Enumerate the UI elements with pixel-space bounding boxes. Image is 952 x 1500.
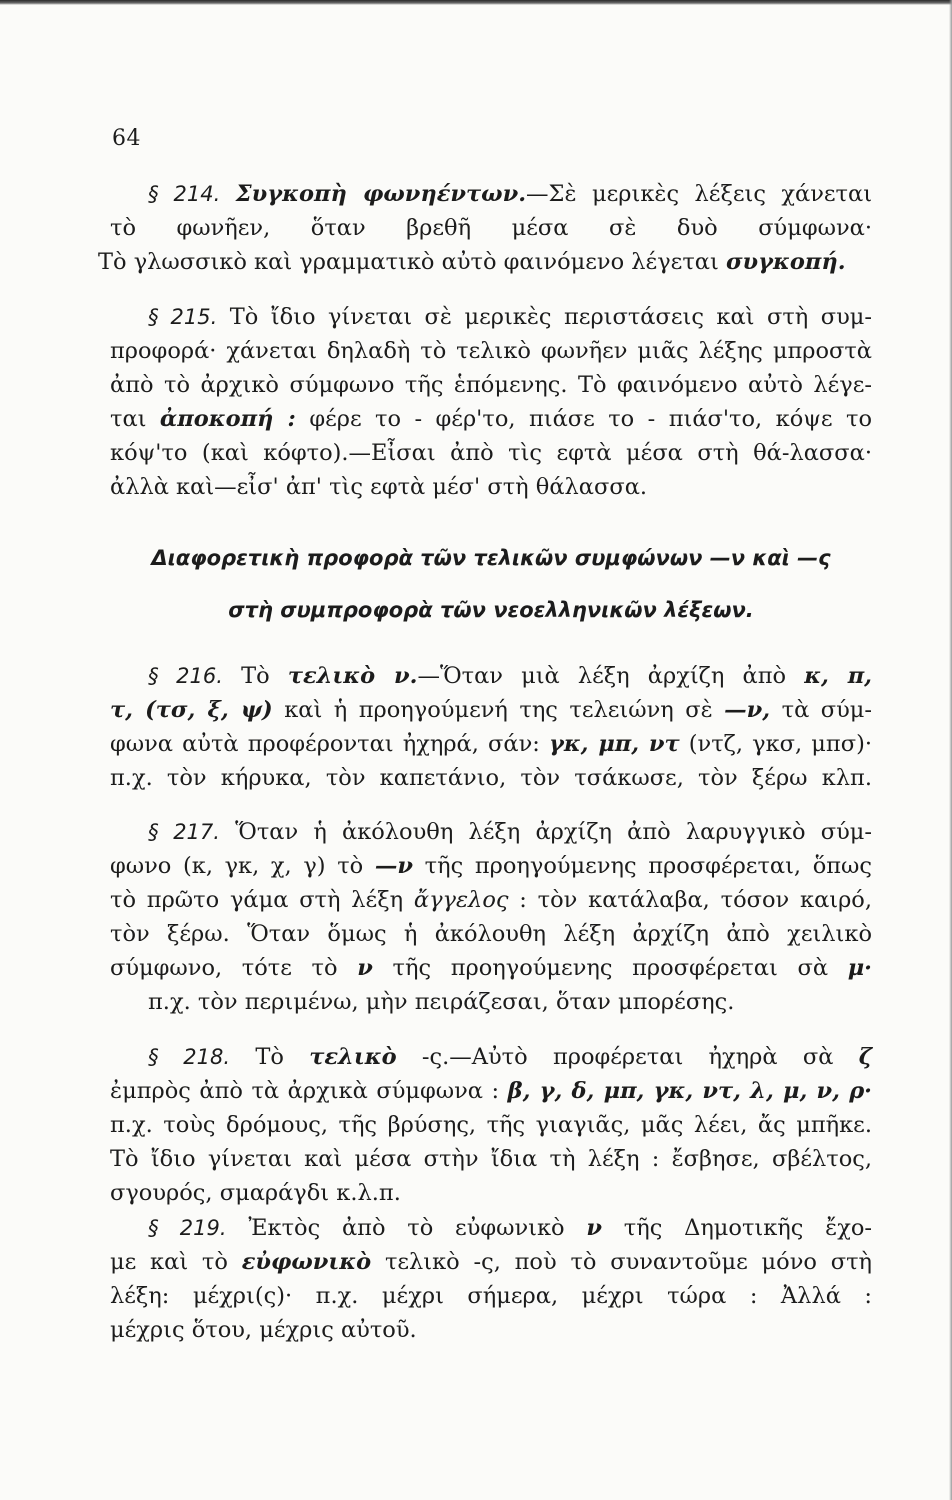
section-217-text: τῆς προηγούμενης προσφέρεται, ὅπως (424, 853, 873, 879)
section-heading (110, 542, 872, 626)
section-216-text: τὰ σύμ- (781, 697, 873, 723)
section-216-text: —Ὅταν μιὰ λέξη ἀρχίζη ἀπὸ (417, 663, 787, 689)
section-218-text: ἐμπρὸς ἀπὸ τὰ ἀρχικὰ σύμφωνα : (110, 1078, 500, 1104)
section-217-text: Ὅταν ἡ ἀκόλουθη λέξη ἀρχίζη ἀπὸ λαρυγγικὸ σύμ- (235, 819, 873, 845)
section-216-line-3 (110, 727, 872, 761)
section-215-line-4 (110, 402, 872, 436)
term-euphonic: εὐφωνικὸ (241, 1249, 372, 1275)
section-217-text: σύμφωνο, τότε τὸ (110, 955, 338, 981)
term-apocope: ἀποκοπή : (159, 406, 296, 432)
section-216-line-2 (110, 693, 872, 727)
section-219-number: § 219. (148, 1216, 227, 1240)
section-215-line-5: κόψ'το (καὶ κόφτο).—Εἶσαι ἀπὸ τὶς εφτὰ μέσα στὴ θά-λασσα· (110, 440, 872, 466)
voiced-consonants: β, γ, δ, μπ, γκ, ντ, λ, μ, ν, ρ· (507, 1078, 873, 1104)
letters-k-p: κ, π, (804, 663, 873, 689)
voiced-clusters: γκ, μπ, ντ (548, 731, 680, 757)
section-215-line-2: προφορά· χάνεται δηλαδὴ τὸ τελικὸ φωνῆεν μιᾶς λέξης μπροστὰ (110, 338, 872, 364)
section-216-text: καὶ ἡ προηγούμενή της τελειώνη σὲ (284, 697, 713, 723)
zeta-letter: ζ (858, 1044, 873, 1070)
section-219-text: Ἐκτὸς ἀπὸ τὸ εὐφωνικὸ (248, 1215, 565, 1241)
term-final-nu: τελικὸ ν. (287, 663, 418, 689)
section-217-line-3 (110, 883, 872, 917)
page-number: 64 (112, 126, 141, 151)
section-216-text: φωνα αὐτὰ προφέρονται ἠχηρά, σάν: (110, 731, 540, 757)
section-215 (110, 300, 872, 504)
section-214-text: —Σὲ μερικὲς λέξεις χάνεται (526, 181, 873, 207)
section-217-line-1 (110, 815, 872, 849)
mu-letter: μ· (847, 955, 873, 981)
section-215-line-6: ἀλλὰ καὶ—εἶσ' ἀπ' τὶς εφτὰ μέσ' στὴ θάλασσα. (110, 474, 648, 500)
section-214-line-1 (110, 177, 872, 211)
nu-letter: ν (586, 1215, 602, 1241)
section-217-text: τῆς προηγούμενης προσφέρεται σὰ (392, 955, 829, 981)
section-217-line-6: π.χ. τὸν περιμένω, μὴν πειράζεσαι, ὅταν μπορέσης. (148, 989, 735, 1015)
section-214-line-3 (98, 245, 872, 279)
section-214-number: § 214. (148, 182, 221, 206)
section-217-line-5 (110, 951, 872, 985)
section-216-line-4: π.χ. τὸν κήρυκα, τὸν καπετάνιο, τὸν τσάκωσε, τὸν ξέρω κλπ. (110, 765, 872, 791)
term-syncope: συγκοπή. (725, 249, 846, 275)
section-215-text: ται (110, 406, 147, 432)
section-214-line-2: τὸ φωνῆεν, ὅταν βρεθῆ μέσα σὲ δυὸ σύμφωνα· (110, 215, 872, 241)
section-218-text: -ς.—Αὐτὸ προφέρεται ἠχηρὰ σὰ (421, 1044, 834, 1070)
section-218-line-4: Τὸ ἴδιο γίνεται καὶ μέσα στὴν ἴδια τὴ λέξη : ἔσβησε, σβέλτος, (110, 1146, 872, 1172)
section-218 (110, 1040, 872, 1210)
section-214-title: Συγκοπὴ φωνηέντων. (235, 181, 527, 207)
section-217-text: φωνο (κ, γκ, χ, γ) τὸ (110, 853, 364, 879)
section-215-line-3: ἀπὸ τὸ ἀρχικὸ σύμφωνο τῆς ἑπόμενης. Τὸ φαινόμενο αὐτὸ λέγε- (110, 372, 872, 398)
nu-ending: —ν (374, 853, 414, 879)
section-218-line-2 (110, 1074, 872, 1108)
section-218-line-3: π.χ. τοὺς δρόμους, τῆς βρύσης, τῆς γιαγιᾶς, μᾶς λέει, ἄς μπῆκε. (110, 1112, 872, 1138)
section-218-line-1 (110, 1040, 872, 1074)
section-217-text: τὸ πρῶτο γάμα στὴ λέξη (110, 887, 404, 913)
section-215-text: φέρε το - φέρ'το, πιάσε το - πιάσ'το, κόψε το (309, 406, 873, 432)
section-219-line-1 (110, 1211, 872, 1245)
section-219-line-4: μέχρις ὅτου, μέχρις αὐτοῦ. (110, 1317, 417, 1343)
section-215-number: § 215. (148, 305, 218, 329)
section-214-text: Τὸ γλωσσικὸ καὶ γραμματικὸ αὐτὸ φαινόμενο λέγεται (98, 249, 719, 275)
section-219-text: τελικὸ -ς, ποὺ τὸ συναντοῦμε μόνο στὴ (384, 1249, 872, 1275)
term-final-s: τελικὸ (309, 1044, 397, 1070)
section-219-line-3: λέξη: μέχρι(ς)· π.χ. μέχρι σήμερα, μέχρι τώρα : Ἀλλά : (110, 1283, 872, 1309)
section-216-text: Τὸ (241, 663, 270, 689)
section-217-line-4: τὸν ξέρω. Ὅταν ὅμως ἡ ἀκόλουθη λέξη ἀρχίζη ἀπὸ χειλικὸ (110, 921, 872, 947)
section-219 (110, 1211, 872, 1347)
section-218-text: Τὸ (255, 1044, 284, 1070)
example-word-angelos: ἄγγελος (413, 887, 509, 913)
section-214 (98, 177, 873, 279)
section-heading-line-2: στὴ συμπροφορὰ τῶν νεοελληνικῶν λέξεων. (228, 598, 754, 622)
section-217-text: : τὸν κατάλαβα, τόσον καιρό, (519, 887, 873, 913)
nu-letter: ν (357, 955, 373, 981)
letters-t-ts-x-ps: τ, (τσ, ξ, ψ) (110, 697, 273, 723)
section-217 (110, 815, 872, 1019)
section-217-line-2 (110, 849, 872, 883)
section-215-text: Τὸ ἴδιο γίνεται σὲ μερικὲς περιστάσεις καὶ στὴ συμ- (229, 304, 872, 330)
section-216 (110, 659, 872, 795)
section-218-number: § 218. (148, 1045, 231, 1069)
section-heading-line-1: Διαφορετικὴ προφορὰ τῶν τελικῶν συμφώνων —ν καὶ —ς (151, 546, 831, 570)
section-215-line-1 (110, 300, 872, 334)
nu-ending: —ν, (724, 697, 771, 723)
section-216-line-1 (110, 659, 872, 693)
section-216-text: (ντζ, γκσ, μπσ)· (688, 731, 872, 757)
section-219-text: τῆς Δημοτικῆς ἔχο- (623, 1215, 873, 1241)
section-219-line-2 (110, 1245, 872, 1279)
section-218-line-5: σγουρός, σμαράγδι κ.λ.π. (110, 1180, 401, 1206)
section-217-number: § 217. (148, 820, 220, 844)
section-219-text: με καὶ τὸ (110, 1249, 228, 1275)
scan-edge-top (0, 0, 952, 5)
section-216-number: § 216. (148, 664, 223, 688)
